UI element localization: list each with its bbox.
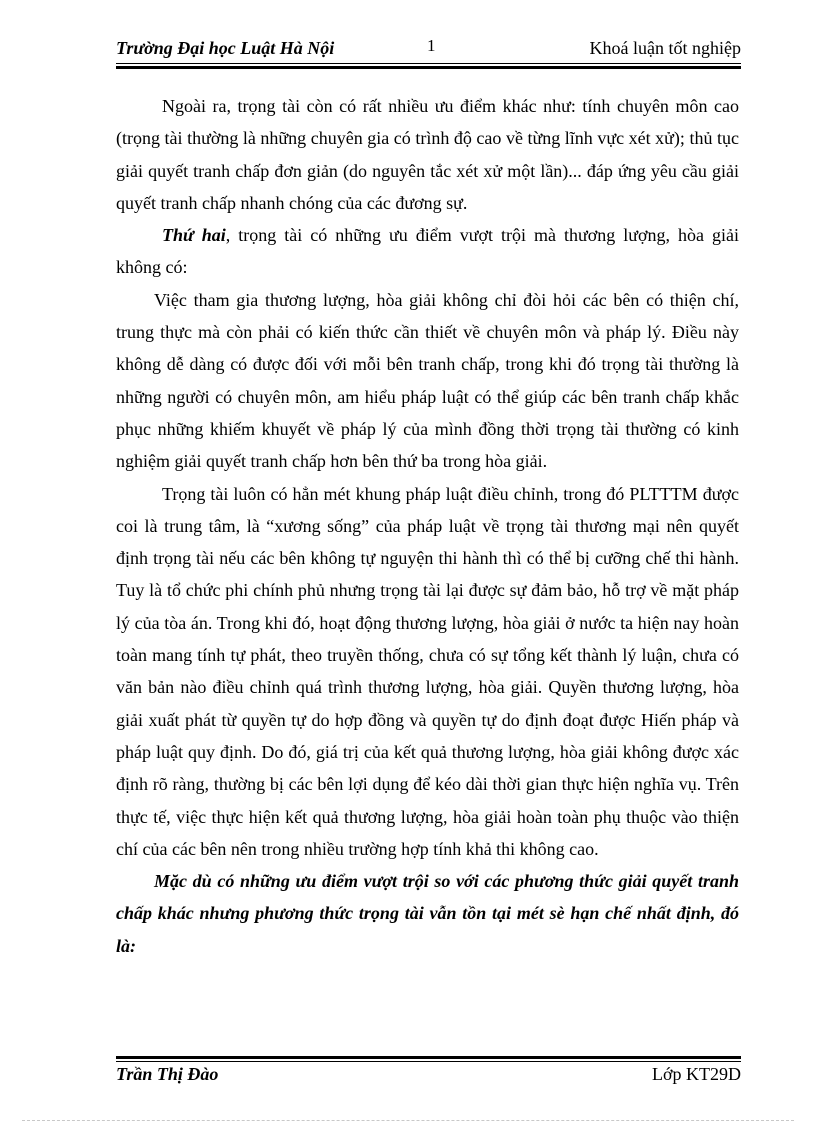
page-header xyxy=(116,38,741,64)
paragraph-lead-term: Thứ hai xyxy=(162,225,226,246)
paragraph-second-point-text: , trọng tài có những ưu điểm vượt trội mà thương lượng, hòa giải không có: xyxy=(116,225,739,278)
footer-author-name: Trần Thị Đào xyxy=(116,1064,219,1084)
header-rule-thin xyxy=(116,63,741,64)
header-document-type: Khoá luận tốt nghiệp xyxy=(589,38,741,58)
body-text xyxy=(116,90,739,962)
paragraph-second-point xyxy=(116,219,739,284)
footer-rule-thin xyxy=(116,1061,741,1062)
header-rule-thick xyxy=(116,66,741,69)
header-page-number: 1 xyxy=(427,36,436,55)
footer-rule-thick xyxy=(116,1056,741,1059)
page-bottom-edge xyxy=(22,1120,794,1121)
paragraph-legal-framework: Trọng tài luôn có hẳn mét khung pháp luật điều chỉnh, trong đó PLTTTM được coi là trung tâm, là “xương sống” của pháp luật về trọng tài thương mại nên quyết định trọng tài nếu các bên không tự nguyện thi hành thì có thể bị cưỡng chế thi hành. Tuy là tổ chức phi chính phủ nhưng trọng tài lại được sự đảm bảo, hỗ trợ về mặt pháp lý của tòa án. Trong khi đó, hoạt động thương lượng, hòa giải ở nước ta hiện nay hoàn toàn mang tính tự phát, theo truyền thống, chưa có sự tổng kết thành lý luận, chưa có văn bản nào điều chỉnh quá trình thương lượng, hòa giải. Quyền thương lượng, hòa giải xuất phát từ quyền tự do hợp đồng và quyền tự do định đoạt được Hiến pháp và pháp luật quy định. Do đó, giá trị của kết quả thương lượng, hòa giải không được xác định rõ ràng, thường bị các bên lợi dụng để kéo dài thời gian thực hiện nghĩa vụ. Trên thực tế, việc thực hiện kết quả thương lượng, hòa giải hoàn toàn phụ thuộc vào thiện chí của các bên nên trong nhiều trường hợp tính khả thi không cao. xyxy=(116,483,739,859)
header-school-name: Trường Đại học Luật Hà Nội xyxy=(116,38,335,58)
paragraph-negotiation-requirements: Việc tham gia thương lượng, hòa giải không chỉ đòi hỏi các bên có thiện chí, trung thực mà còn phải có kiến thức cần thiết về chuyên môn và pháp lý. Điều này không dễ dàng có được đối với mỗi bên tranh chấp, trong khi đó trọng tài thường là những người có chuyên môn, am hiểu pháp luật có thể giúp các bên tranh chấp khắc phục những khiếm khuyết về pháp lý của mình đồng thời trọng tài thường có kinh nghiệm giải quyết tranh chấp hơn bên thứ ba trong hòa giải. xyxy=(116,289,739,472)
page-footer xyxy=(116,1064,741,1090)
footer-class-code: Lớp KT29D xyxy=(651,1064,741,1084)
paragraph-advantages-other: Ngoài ra, trọng tài còn có rất nhiều ưu điểm khác như: tính chuyên môn cao (trọng tài thường là những chuyên gia có trình độ cao về từng lĩnh vực xét xử); thủ tục giải quyết tranh chấp đơn giản (do nguyên tắc xét xử một lần)... đáp ứng yêu cầu giải quyết tranh chấp nhanh chóng của các đương sự. xyxy=(116,96,739,213)
paragraph-limitations-intro: Mặc dù có những ưu điểm vượt trội so với các phương thức giải quyết tranh chấp khác nhưng phương thức trọng tài vẫn tồn tại mét sè hạn chế nhất định, đó là: xyxy=(116,871,739,956)
